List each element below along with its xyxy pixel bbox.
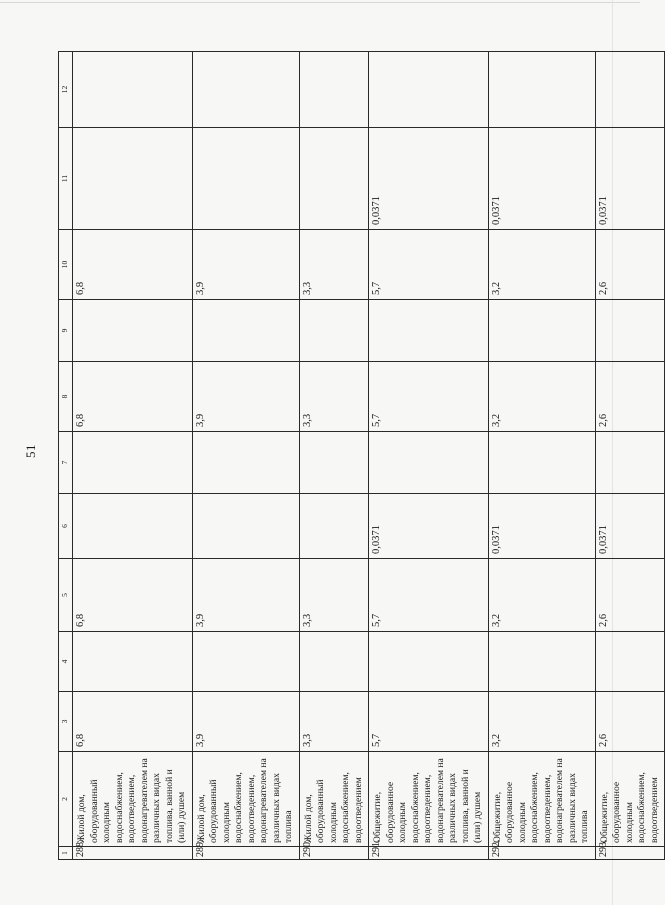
value-cell-10: 6,8 [73,230,193,300]
value-cell-8: 3,2 [488,362,595,432]
norms-table [58,51,665,860]
value-cell-5: 5,7 [369,559,489,632]
building-description-cell: Общежитие, оборудованное холодным водоснабжением, водоотведением [595,752,665,847]
value-cell-6: 0,0371 [488,494,595,559]
row-number-cell: 292. [488,847,595,860]
value-cell-12 [192,52,299,128]
building-description-cell: Жилой дом, оборудованный холодным водоснабжением, водоотведением, водонагревателем на различных видах топлива [192,752,299,847]
column-number: 11 [59,128,73,230]
building-description-cell: Общежитие, оборудованное холодным водоснабжением, водоотведением, водонагревателем на различных видах топлива [488,752,595,847]
value-cell-7 [299,432,369,494]
value-cell-4 [299,632,369,692]
value-cell-3: 3,2 [488,692,595,752]
table-row [369,52,489,860]
value-cell-9 [73,300,193,362]
value-cell-10: 2,6 [595,230,665,300]
value-cell-3: 3,9 [192,692,299,752]
value-cell-10: 5,7 [369,230,489,300]
value-cell-4 [488,632,595,692]
value-cell-7 [192,432,299,494]
column-number: 4 [59,632,73,692]
value-cell-12 [595,52,665,128]
value-cell-7 [73,432,193,494]
value-cell-11 [299,128,369,230]
value-cell-5: 3,2 [488,559,595,632]
building-description-cell: Жилой дом, оборудованный холодным водоснабжением, водоотведением, водонагревателем на различных видах топлива, ванной и (или) душем [73,752,193,847]
value-cell-8: 5,7 [369,362,489,432]
value-cell-11: 0,0371 [488,128,595,230]
value-cell-6 [73,494,193,559]
value-cell-6 [192,494,299,559]
value-cell-3: 5,7 [369,692,489,752]
value-cell-3: 6,8 [73,692,193,752]
column-number: 9 [59,300,73,362]
value-cell-6 [299,494,369,559]
table-row [192,52,299,860]
value-cell-6: 0,0371 [369,494,489,559]
value-cell-11 [192,128,299,230]
column-number: 3 [59,692,73,752]
building-description-cell: Жилой дом, оборудованный холодным водоснабжением, водоотведением [299,752,369,847]
value-cell-11 [73,128,193,230]
value-cell-12 [488,52,595,128]
table-row [595,52,665,860]
value-cell-7 [595,432,665,494]
value-cell-10: 3,2 [488,230,595,300]
value-cell-8: 6,8 [73,362,193,432]
value-cell-5: 2,6 [595,559,665,632]
column-number: 10 [59,230,73,300]
value-cell-8: 3,9 [192,362,299,432]
column-number: 5 [59,559,73,632]
value-cell-11: 0,0371 [595,128,665,230]
row-number-cell: 288. [73,847,193,860]
row-number-cell: 289. [192,847,299,860]
value-cell-6: 0,0371 [595,494,665,559]
value-cell-8: 2,6 [595,362,665,432]
value-cell-12 [73,52,193,128]
column-number: 7 [59,432,73,494]
value-cell-7 [488,432,595,494]
value-cell-4 [73,632,193,692]
value-cell-4 [192,632,299,692]
table-row [73,52,193,860]
value-cell-10: 3,9 [192,230,299,300]
column-number: 6 [59,494,73,559]
column-number-row [59,52,73,860]
column-number: 1 [59,847,73,860]
column-number: 2 [59,752,73,847]
value-cell-11: 0,0371 [369,128,489,230]
value-cell-9 [299,300,369,362]
value-cell-3: 3,3 [299,692,369,752]
column-number: 12 [59,52,73,128]
value-cell-9 [192,300,299,362]
value-cell-7 [369,432,489,494]
scan-artifact-top [0,2,640,3]
rotated-table-wrapper [58,52,660,860]
table-row [488,52,595,860]
table-row [299,52,369,860]
value-cell-10: 3,3 [299,230,369,300]
column-number: 8 [59,362,73,432]
value-cell-9 [369,300,489,362]
value-cell-12 [299,52,369,128]
value-cell-12 [369,52,489,128]
value-cell-9 [488,300,595,362]
value-cell-4 [369,632,489,692]
row-number-cell: 290. [299,847,369,860]
row-number-cell: 293. [595,847,665,860]
building-description-cell: Общежитие, оборудованное холодным водоснабжением, водоотведением, водонагревателем на различных видах топлива, ванной и (или) душем [369,752,489,847]
row-number-cell: 291. [369,847,489,860]
value-cell-5: 3,9 [192,559,299,632]
page-number: 51 [23,444,38,458]
value-cell-8: 3,3 [299,362,369,432]
value-cell-5: 3,3 [299,559,369,632]
value-cell-4 [595,632,665,692]
value-cell-3: 2,6 [595,692,665,752]
value-cell-9 [595,300,665,362]
value-cell-5: 6,8 [73,559,193,632]
